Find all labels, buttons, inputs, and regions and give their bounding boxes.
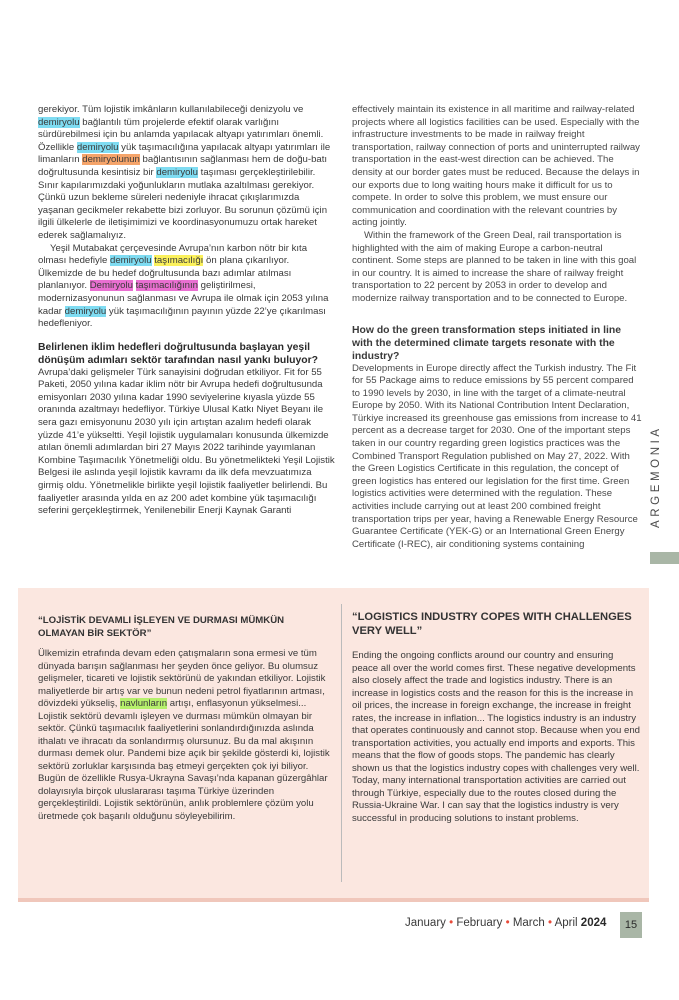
- highlighted-term: demiryolu: [110, 255, 152, 267]
- footer-year: 2024: [580, 917, 607, 929]
- highlighted-term: demiryolunun: [82, 154, 140, 166]
- turkish-article-column: [38, 104, 335, 518]
- quote-box-divider: [341, 604, 342, 882]
- turkish-question-heading: Belirlenen iklim hedefleri doğrultusunda başlayan yeşil dönüşüm adımları sektör tarafından nasıl yankı buluyor?: [38, 341, 319, 366]
- highlighted-term: taşımacılığı: [154, 255, 204, 267]
- footer-bullet: •: [547, 917, 553, 929]
- english-paragraph-3: Developments in Europe directly affect the Turkish industry. The Fit for 55 Package aims to reduce emissions by 55 percent compared to 1990 levels by 2030, in line with the target of a climate-neutral Europe by 2050. With its National Contribution Intent Declaration, Türkiye increased its greenhouse gas emissions from increase to 41 percent as a decrease target for 2030. One of the important steps taken in our country regarding green logistics practices was the Combined Transport Regulation published on May 27, 2022. With the Green Logistics Certificate in this regulation, the concept of green logistics has entered our legislation for the first time. Green logistics activities were determined with the regulation. These activities include carrying out at least 200 combined freight transportation trips per year, having a Renewable Energy Resource Guarantee Certificate (YEK-G) or an International Green Energy Certificate (I-REC), air conditioning systems containing: [352, 362, 642, 550]
- page-number: 15: [620, 912, 642, 938]
- quote-body-turkish: Ülkemizin etrafında devam eden çatışmaların sona ermesi ve tüm dünyada barışın sağlanması her şeyden önce geliyor. Bu olumsuz gelişmeler, ticareti ve lojistik sektörünü de yakından etkiliyor. Lojistik maliyetlerde bir artış var ve bunun nedeni petrol fiyatlarının artması, dövizdeki yükseliş, navlunların artışı, enflasyonun yükselmesi... Lojistik sektörü devamlı işleyen ve durması mümkün olmayan bir sektör. Çünkü taşımacılık faaliyetlerini sonlandırdığınızda aslında ithalatı ve ihracatı da sonlandırmış olursunuz. Bu da mal akışının durması demek olur. Pandemi bize açık bir şekilde gösterdi ki, lojistik sektörü zorluklar karşısında baş etmeyi gerçekten çok iyi biliyor. Bugün de özellikle Rusya-Ukrayna Savaşı’nda kapanan güzergâhlar dolayısıyla birçok uluslararası taşıma Türkiye üzerinden gerçekleştirildi. Lojistik sektörünün, anlık problemlere çözüm yolu üretmede çok başarılı olduğunu söyleyebilirim.: [38, 648, 330, 822]
- highlighted-term: demiryolu: [156, 166, 198, 178]
- quote-heading-turkish: “LOJİSTİK DEVAMLI İŞLEYEN VE DURMASI MÜMKÜN OLMAYAN BİR SEKTÖR”: [38, 615, 285, 639]
- side-label-argemonia: ARGEMONIA: [650, 425, 662, 529]
- quote-heading-english: “LOGISTICS INDUSTRY COPES WITH CHALLENGES VERY WELL”: [352, 611, 632, 637]
- english-paragraph-2: Within the framework of the Green Deal, rail transportation is highlighted with the aim of making Europe a carbon-neutral continent. Some steps are planned to be taken in line with this goal in our country. It is aimed to increase the share of railway freight transportation to 22 percent by 2053 in order to develop and modernize railway transportation and to be connected to Europe.: [352, 229, 637, 304]
- english-paragraph-1: effectively maintain its existence in all maritime and railway-related projects where all logistics facilities can be used. Especially with the infrastructure investments to be made in railway freight transportation, railway connection of ports and uninterrupted railway transportation in the east-west direction can be achieved. The density at our border gates must be reduced. Because the delays in our exports due to long waiting hours make it difficult for us to compete. In order to solve this problem, we must ensure our communication and coordination with the relevant countries by acting jointly.: [352, 104, 640, 229]
- highlighted-term: demiryolu: [64, 305, 107, 317]
- footer-bullet: •: [505, 917, 510, 929]
- side-accent-bar: [650, 552, 679, 564]
- quote-box-bottom-strip: [18, 898, 649, 902]
- turkish-paragraph-1: gerekiyor. Tüm lojistik imkânların kullanılabileceği denizyolu ve demiryolu bağlantılı tüm projelerde efektif olarak varlığını sürdürebilmesi için bu anlamda yapılacak altyapı yatırımları önemli. Özellikle demiryolu yük taşımacılığına yapılacak altyapı yatırımları ile limanların demiryolunun bağlantısının sağlanması hem de doğu-batı doğrultusunda kesintisiz bir demiryolu taşıması gerçekleştirilebilir. Sınır kapılarımızdaki yoğunlukların mutlaka azaltılması gerekiyor. Çünkü uzun bekleme süreleri nedeniyle ihracat çıkışlarımızda yaşanan gecikmeler rekabette bizi zorluyor. Bu sorunun çözümü için ilgili ülkelerle de iletişimimizi ve koordinasyonumuzu ortak hareket ederek sağlamalıyız.: [38, 104, 331, 241]
- english-question-heading: How do the green transformation steps initiated in line with the determined climate targets resonate with the industry?: [352, 324, 622, 362]
- highlighted-term: Demiryolu: [89, 280, 133, 292]
- turkish-paragraph-3: Avrupa’daki gelişmeler Türk sanayisini doğrudan etkiliyor. Fit for 55 Paketi, 2050 yılına kadar iklim nötr bir Avrupa hedefi doğrultusunda emisyonları 2030 yılına kadar 1990 seviyelerine kıyasla yüzde 55 oranında azaltmayı hedefliyor. Türkiye Ulusal Katkı Niyet Beyanı ile sera gazı emisyonunu 2030 yılı için artıştan azalım hedefi olarak yüzde 41’e yükseltti. Yeşil lojistik uygulamaları konusunda ülkemizde atılan önemli adımlardan biri 27 Mayıs 2022 tarihinde yayımlanan Kombine Taşımacılık Yönetmeliği oldu. Bu yönetmelikteki Yeşil Lojistik Belgesi ile aslında yeşil lojistik kavramı da ilk defa mevzuatımıza girmiş oldu. Yönetmelikle birlikte yeşil lojistik faaliyetler belirlendi. Bu faaliyetler arasında yılda en az 200 adet kombine yük taşımacılığı seferini gerçekleştirmek, Yenilenebilir Enerji Kaynak Garanti: [38, 366, 335, 517]
- highlighted-term: demiryolu: [76, 141, 119, 153]
- highlighted-term: taşımacılığının: [135, 280, 198, 292]
- footer-month-1: January: [405, 917, 446, 929]
- footer-month-4: April: [554, 917, 578, 929]
- footer-month-3: March: [512, 917, 545, 929]
- highlighted-term: navlunların: [120, 698, 168, 709]
- turkish-paragraph-2: Yeşil Mutabakat çerçevesinde Avrupa’nın karbon nötr bir kıta olması hedefiyle demiryolu taşımacılığı ön plana çıkarılıyor. Ülkemizde de bu hedef doğrultusunda bazı adımlar atılması planlanıyor. Demiryolu taşımacılığının geliştirilmesi, modernizasyonunun sağlanması ve Avrupa ile olmak için 2053 yılına kadar demiryolu yük taşımacılığının payının yüzde 22’ye çıkarılması hedefleniyor.: [38, 242, 329, 330]
- quote-body-english: Ending the ongoing conflicts around our country and ensuring peace all over the world comes first. These negative developments also closely affect the trade and logistics industry. There is an increase in logistics costs and the reason for this is the increase in oil prices, the increase in foreign exchange, the increase in freight rates, the increase in inflation... The logistics industry is an industry that operates continuously and cannot stop. Because when you end transportation activities, you actually end imports and exports. This means that the flow of goods stops. The pandemic has clearly shown us that the logistics industry copes with challenges very well. Today, many international transportation activities are carried out through Türkiye, especially due to the routes closed during the Russia-Ukraine War. I can say that the logistics industry is very successful in producing solutions to instant problems.: [352, 650, 641, 824]
- english-article-column: [352, 104, 642, 551]
- footer-bullet: •: [449, 917, 454, 929]
- highlighted-term: demiryolu: [38, 116, 80, 128]
- footer-month-2: February: [456, 917, 503, 929]
- issue-date-footer: [405, 917, 606, 929]
